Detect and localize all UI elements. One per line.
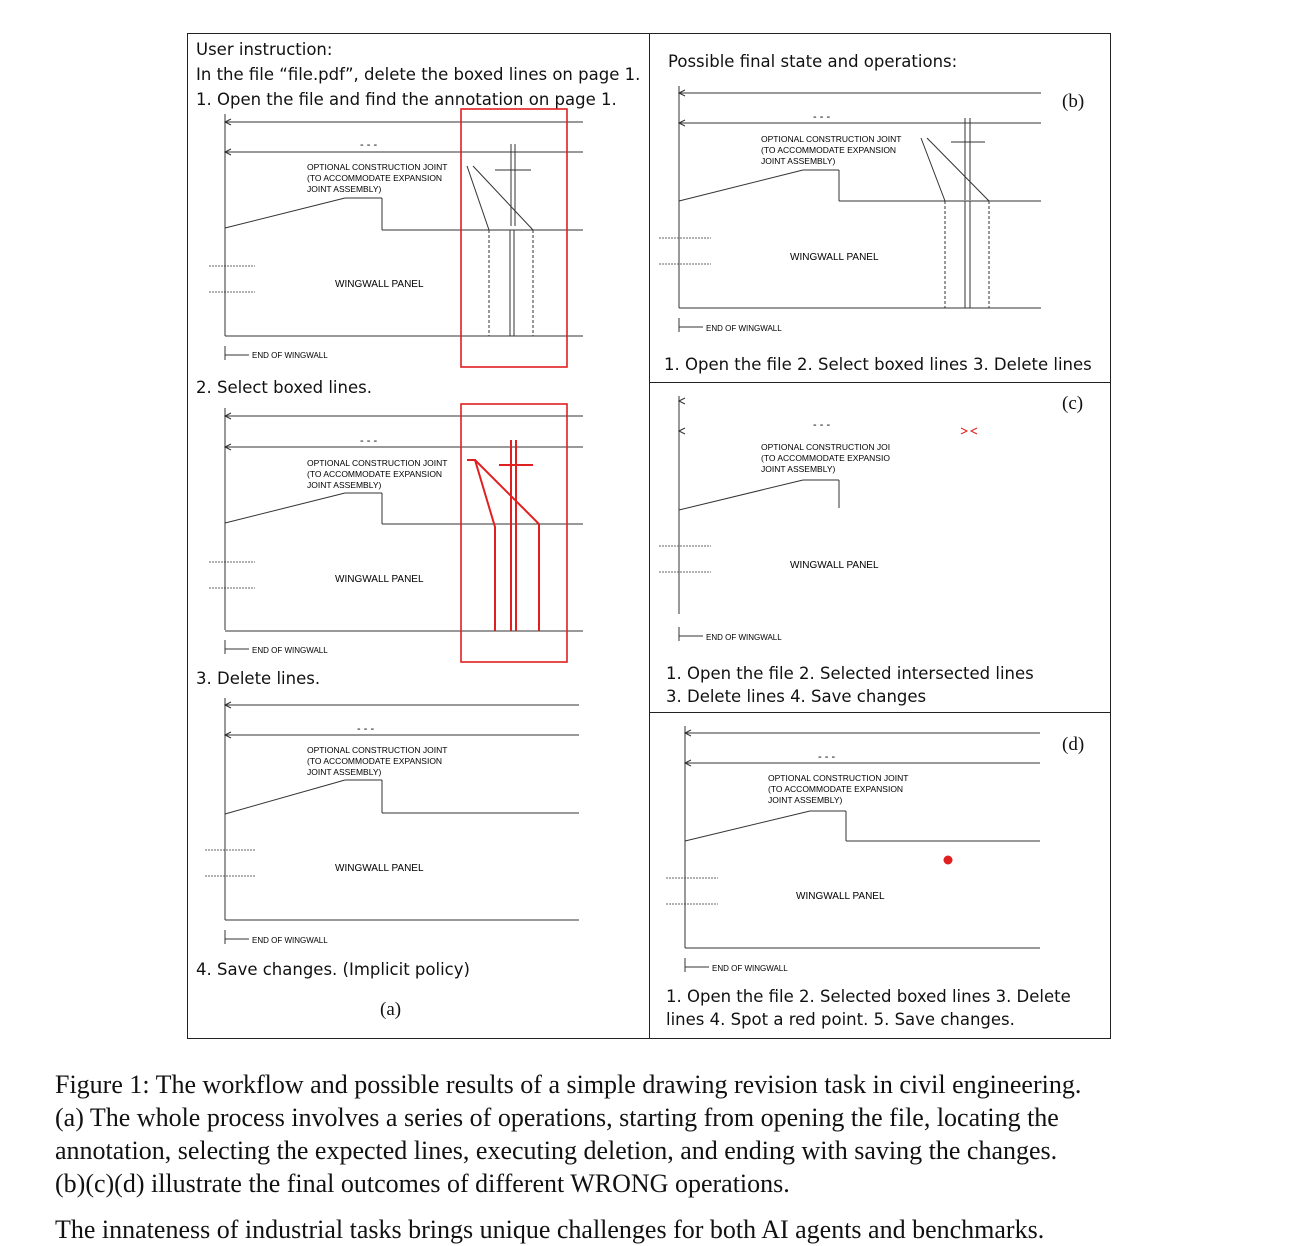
- panel-label-c: (c): [1062, 393, 1084, 414]
- panel-label-b: (b): [1062, 91, 1085, 112]
- dim-text-a2: - - -: [360, 435, 378, 447]
- note-d-line1: OPTIONAL CONSTRUCTION JOINT: [768, 773, 909, 783]
- note-b-line3: JOINT ASSEMBLY): [761, 156, 836, 166]
- red-box-a2: [461, 404, 567, 662]
- instruction-text: In the file “file.pdf”, delete the boxed lines on page 1.: [196, 65, 641, 84]
- red-point: [944, 856, 953, 865]
- caption-line-3: annotation, selecting the expected lines, executing deletion, and ending with saving the changes.: [55, 1136, 1058, 1165]
- ops-d-line1: 1. Open the file 2. Selected boxed lines 3. Delete: [666, 987, 1071, 1006]
- note-a1-line3: JOINT ASSEMBLY): [307, 184, 382, 194]
- note-a3-line1: OPTIONAL CONSTRUCTION JOINT: [307, 745, 448, 755]
- panel-text-a2: WINGWALL PANEL: [335, 574, 424, 585]
- panel-text-b: WINGWALL PANEL: [790, 252, 879, 263]
- note-c-line3: JOINT ASSEMBLY): [761, 464, 836, 474]
- end-text-d: END OF WINGWALL: [712, 964, 788, 973]
- drawing-c: [655, 390, 1055, 650]
- note-b-line1: OPTIONAL CONSTRUCTION JOINT: [761, 134, 902, 144]
- panel-text-d: WINGWALL PANEL: [796, 891, 885, 902]
- note-b-line2: (TO ACCOMMODATE EXPANSION: [761, 145, 897, 155]
- step-4: 4. Save changes. (Implicit policy): [196, 960, 470, 979]
- note-a3-line3: JOINT ASSEMBLY): [307, 767, 382, 777]
- caption-line-1: Figure 1: The workflow and possible results of a simple drawing revision task in civil engineering.: [55, 1070, 1082, 1099]
- end-text-a2: END OF WINGWALL: [252, 646, 328, 655]
- dim-text-a3: - - -: [357, 723, 375, 735]
- panel-divider-vertical: [649, 33, 650, 1039]
- ops-c-line1: 1. Open the file 2. Selected intersected lines: [666, 664, 1034, 683]
- end-text-b: END OF WINGWALL: [706, 324, 782, 333]
- caption-line-4: (b)(c)(d) illustrate the final outcomes of different WRONG operations.: [55, 1169, 790, 1198]
- right-header: Possible final state and operations:: [668, 52, 958, 71]
- dim-text-a1: - - -: [360, 139, 378, 151]
- drawing-b: [655, 80, 1055, 340]
- note-d-line2: (TO ACCOMMODATE EXPANSION: [768, 784, 904, 794]
- note-a2-line3: JOINT ASSEMBLY): [307, 480, 382, 490]
- panel-divider-bc: [649, 382, 1111, 383]
- note-a1-line2: (TO ACCOMMODATE EXPANSION: [307, 173, 443, 183]
- drawing-a1: [205, 108, 595, 368]
- note-a2-line2: (TO ACCOMMODATE EXPANSION: [307, 469, 443, 479]
- body-text-partial: The innateness of industrial tasks brings unique challenges for both AI agents and benchmarks.: [55, 1215, 1045, 1244]
- ops-b: 1. Open the file 2. Select boxed lines 3. Delete lines: [664, 355, 1092, 374]
- dim-text-c: - - -: [813, 419, 831, 431]
- panel-text-a3: WINGWALL PANEL: [335, 863, 424, 874]
- drawing-a3: [205, 692, 595, 952]
- drawing-a2: [205, 402, 595, 664]
- note-c-line1: OPTIONAL CONSTRUCTION JOI: [761, 442, 891, 452]
- note-a3-line2: (TO ACCOMMODATE EXPANSION: [307, 756, 443, 766]
- end-text-a3: END OF WINGWALL: [252, 936, 328, 945]
- drawing-d: [662, 722, 1062, 980]
- dim-text-d: - - -: [818, 751, 836, 763]
- panel-divider-cd: [649, 712, 1111, 713]
- figure-caption: [55, 1068, 1251, 1200]
- end-text-c: END OF WINGWALL: [706, 633, 782, 642]
- dim-text-b: - - -: [813, 111, 831, 123]
- step-3: 3. Delete lines.: [196, 669, 321, 688]
- panel-text-c: WINGWALL PANEL: [790, 560, 879, 571]
- panel-label-d: (d): [1062, 734, 1085, 755]
- note-c-line2: (TO ACCOMMODATE EXPANSIO: [761, 453, 890, 463]
- ops-d-line2: lines 4. Spot a red point. 5. Save changes.: [666, 1010, 1015, 1029]
- end-text-a1: END OF WINGWALL: [252, 351, 328, 360]
- note-a2-line1: OPTIONAL CONSTRUCTION JOINT: [307, 458, 448, 468]
- caption-line-2: (a) The whole process involves a series of operations, starting from opening the file, locating the: [55, 1103, 1059, 1132]
- ops-c-line2: 3. Delete lines 4. Save changes: [666, 687, 927, 706]
- note-d-line3: JOINT ASSEMBLY): [768, 795, 843, 805]
- panel-label-a: (a): [380, 999, 402, 1020]
- panel-text-a1: WINGWALL PANEL: [335, 279, 424, 290]
- step-1: 1. Open the file and find the annotation on page 1.: [196, 90, 617, 109]
- instruction-title: User instruction:: [196, 40, 333, 59]
- step-2: 2. Select boxed lines.: [196, 378, 372, 397]
- note-a1-line1: OPTIONAL CONSTRUCTION JOINT: [307, 162, 448, 172]
